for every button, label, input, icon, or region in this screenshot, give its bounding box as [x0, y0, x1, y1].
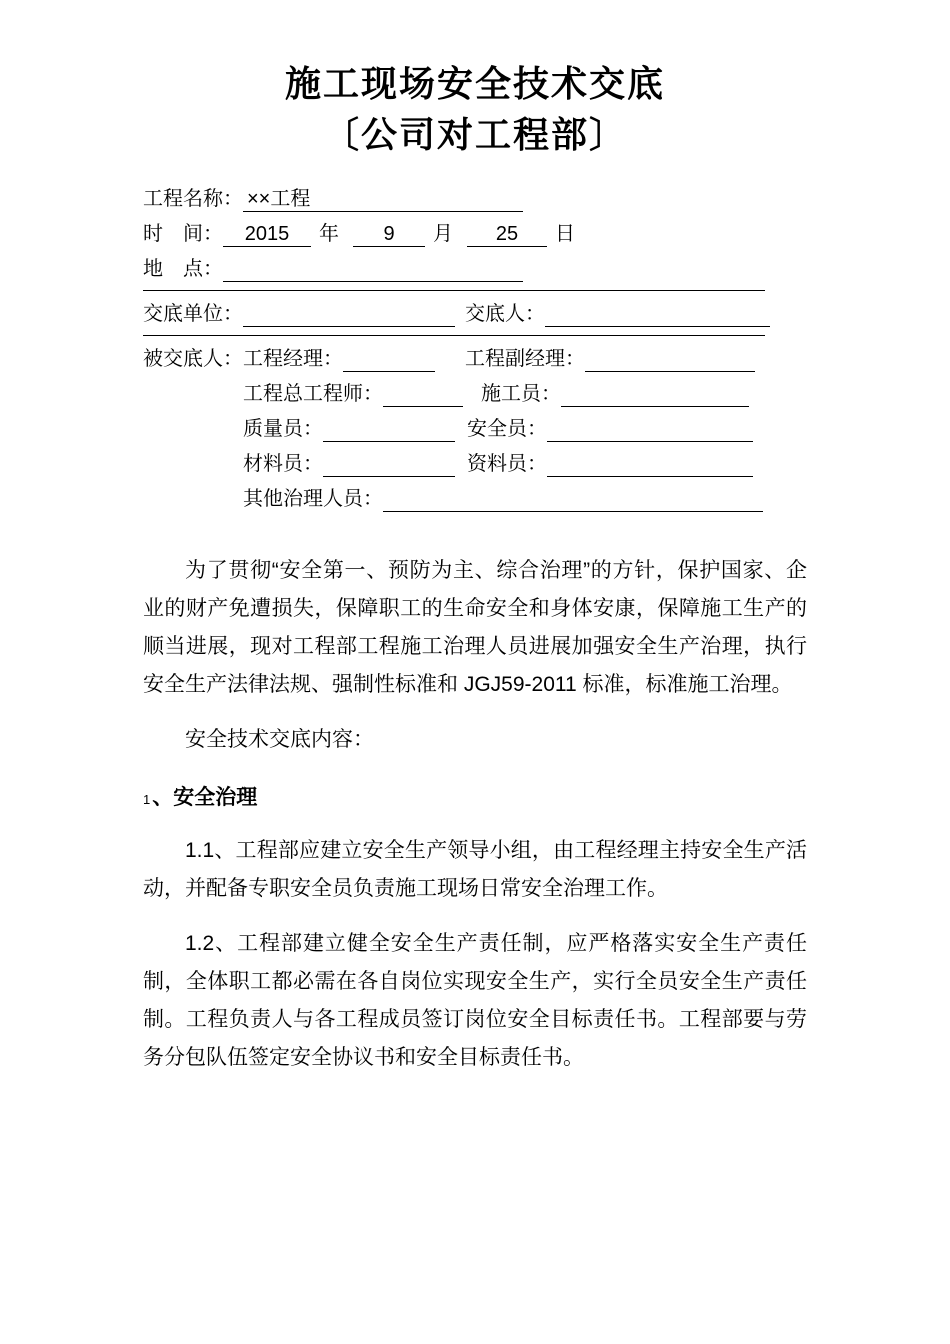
safety-officer-label: 安全员：: [467, 418, 547, 441]
separator-line: [143, 335, 765, 336]
briefed-person-row: [143, 346, 807, 372]
other-staff-label: 其他治理人员：: [243, 488, 383, 511]
document-body: [143, 552, 807, 1077]
project-manager-blank: [343, 346, 435, 372]
year-unit-label: 年: [319, 223, 339, 246]
material-document-row: [143, 451, 807, 477]
header-form: [143, 186, 807, 512]
deputy-project-manager-label: 工程副经理：: [465, 348, 585, 371]
briefing-unit-row: [143, 301, 807, 327]
other-staff-blank: [383, 486, 763, 512]
document-officer-blank: [547, 451, 753, 477]
project-name-label: 工程名称：: [143, 188, 243, 211]
other-staff-row: [143, 486, 807, 512]
briefer-label: 交底人：: [465, 303, 545, 326]
time-label: 时 间：: [143, 223, 223, 246]
location-blank: [223, 256, 523, 282]
deputy-project-manager-blank: [585, 346, 755, 372]
location-label: 地 点：: [143, 258, 223, 281]
briefer-blank: [545, 301, 770, 327]
section-1-heading: [143, 779, 807, 819]
material-officer-label: 材料员：: [243, 453, 323, 476]
content-heading: 安全技术交底内容：: [185, 728, 374, 752]
month-unit-label: 月: [433, 223, 453, 246]
location-row: [143, 256, 807, 282]
section-1-marker: 、: [152, 786, 174, 810]
material-officer-blank: [323, 451, 455, 477]
section-1-number: 1: [143, 792, 151, 808]
construction-officer-blank: [561, 381, 749, 407]
chief-engineer-label: 工程总工程师：: [243, 383, 383, 406]
paragraph-1-2: 1.2、工程部建立健全安全生产责任制，应严格落实安全生产责任制，全体职工都必需在各自岗位实现安全生产，实行全员安全生产责任制。工程负责人与各工程成员签订岗位安全目标责任书。工程部要与劳务分包队伍签定安全协议书和安全目标责任书。: [143, 932, 807, 1070]
day-unit-label: 日: [555, 223, 575, 246]
document-officer-label: 资料员：: [467, 453, 547, 476]
separator-line: [143, 290, 765, 291]
briefed-label: 被交底人：: [143, 348, 243, 371]
project-name-value: ××工程: [243, 186, 523, 212]
quality-safety-row: [143, 416, 807, 442]
month-blank: 9: [353, 221, 425, 247]
construction-officer-label: 施工员：: [481, 383, 561, 406]
intro-paragraph: 为了贯彻“安全第一、预防为主、综合治理”的方针，保护国家、企业的财产免遭损失，保障职工的生命安全和身体安康，保障施工生产的顺当进展，现对工程部工程施工治理人员进展加强安全生产治理，执行安全生产法律法规、强制性标准和 JGJ59-2011 标准，标准施工治理。: [143, 559, 807, 697]
chief-engineer-blank: [383, 381, 463, 407]
document-title: [143, 58, 807, 160]
title-line-1: 施工现场安全技术交底: [284, 63, 665, 104]
chief-engineer-row: [143, 381, 807, 407]
briefing-unit-label: 交底单位：: [143, 303, 243, 326]
day-blank: 25: [467, 221, 547, 247]
section-1-title: 安全治理: [173, 786, 258, 810]
date-row: [143, 221, 807, 247]
briefing-unit-blank: [243, 301, 455, 327]
year-blank: 2015: [223, 221, 311, 247]
safety-officer-blank: [547, 416, 753, 442]
paragraph-1-1: 1.1、工程部应建立安全生产领导小组，由工程经理主持安全生产活动，并配备专职安全员负责施工现场日常安全治理工作。: [143, 839, 807, 901]
quality-officer-label: 质量员：: [243, 418, 323, 441]
project-manager-label: 工程经理：: [243, 348, 343, 371]
project-name-row: [143, 186, 807, 212]
quality-officer-blank: [323, 416, 455, 442]
title-line-2: 〔公司对工程部〕: [322, 114, 627, 156]
